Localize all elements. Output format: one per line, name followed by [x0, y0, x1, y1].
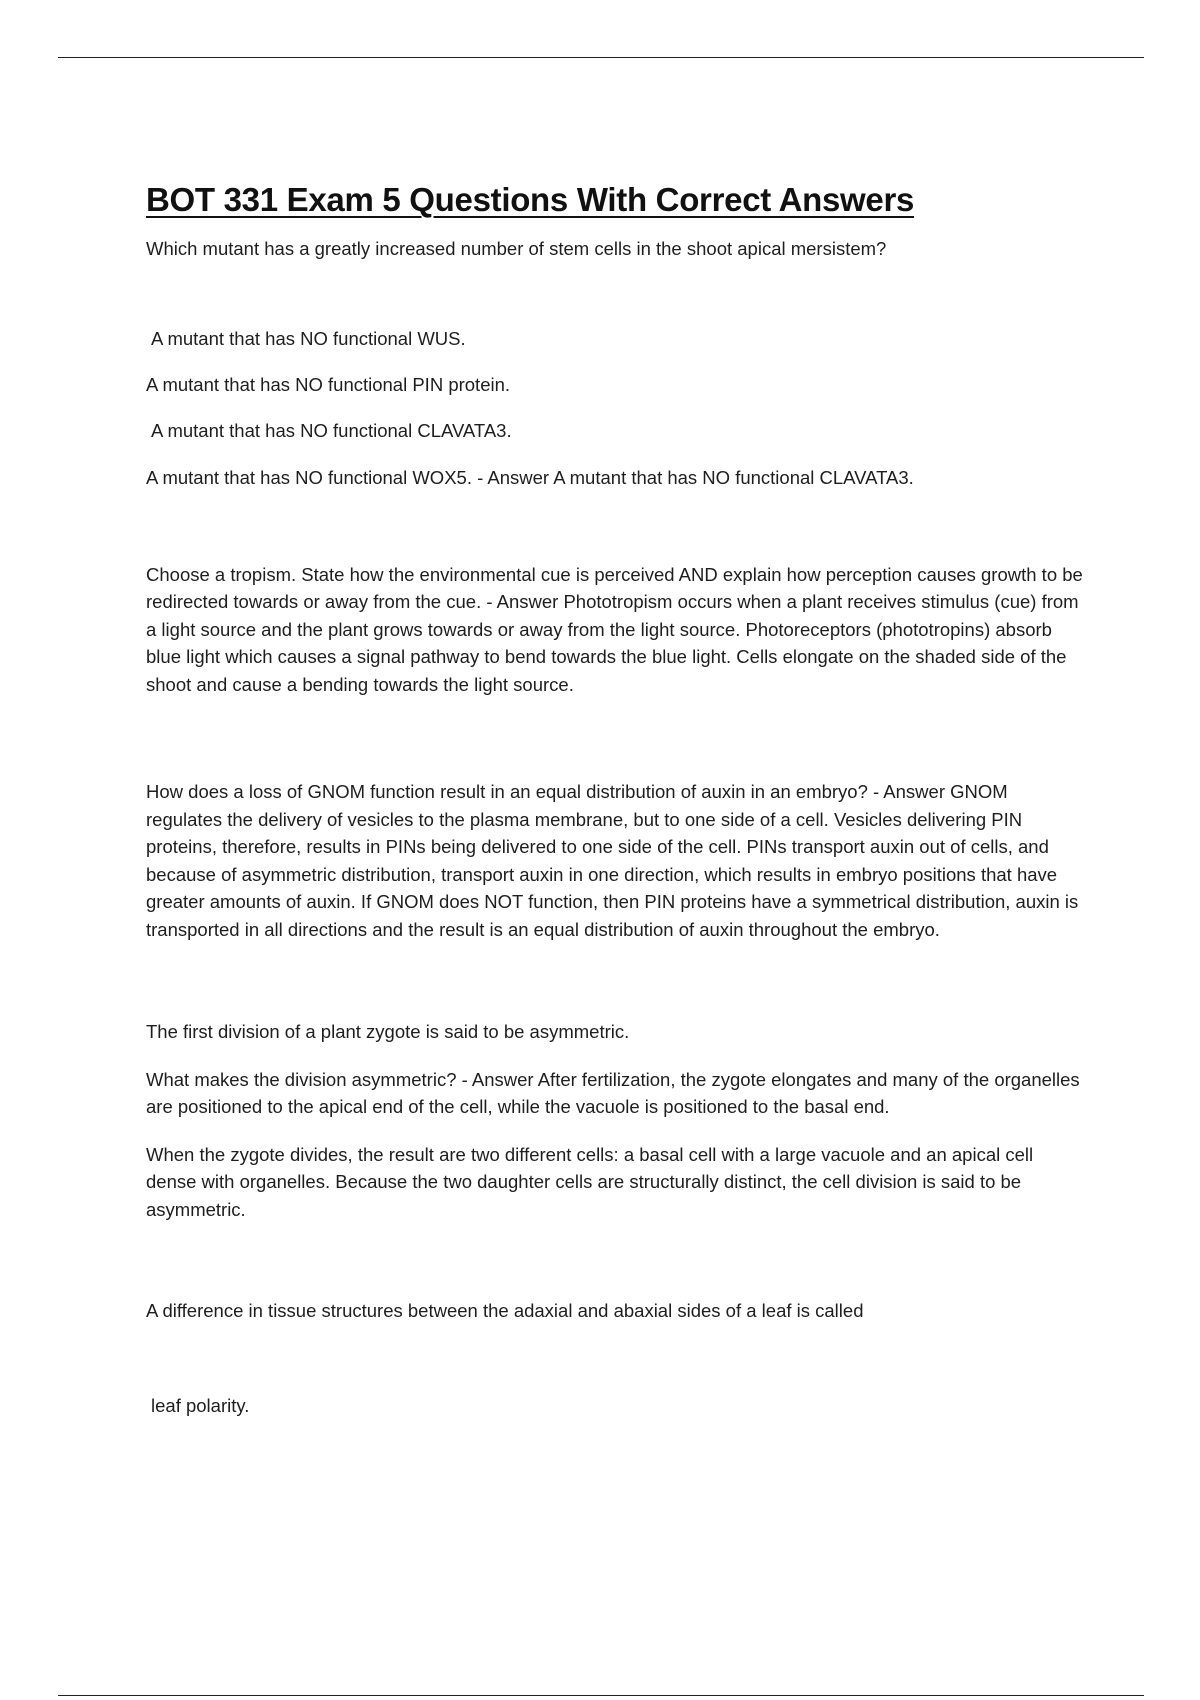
- question-1: Which mutant has a greatly increased number of stem cells in the shoot apical mersistem?: [146, 238, 887, 259]
- question-5-answer: leaf polarity.: [151, 1394, 250, 1416]
- question-5: A difference in tissue structures between the adaxial and abaxial sides of a leaf is called: [146, 1300, 864, 1321]
- document-body: [146, 177, 1086, 1419]
- document-title: BOT 331 Exam 5 Questions With Correct Answers: [146, 181, 915, 218]
- question-2: Choose a tropism. State how the environmental cue is perceived AND explain how perception causes growth to be redirected towards or away from the cue. - Answer Phototropism occurs when a plant receives stimulus (cue) from a light source and the plant grows towards or away from the light source. Photoreceptors (phototropins) absorb blue light which causes a signal pathway to bend towards the blue light. Cells elongate on the shaded side of the shoot and cause a bending towards the light source.: [146, 563, 1083, 695]
- question-3: How does a loss of GNOM function result in an equal distribution of auxin in an embryo? - Answer GNOM regulates the delivery of vesicles to the plasma membrane, but to one side of a cell. Vesicles delivering PIN proteins, therefore, results in PINs being delivered to one side of the cell. PINs transport auxin out of cells, and because of asymmetric distribution, transport auxin in one direction, which results in embryo positions that have greater amounts of auxin. If GNOM does NOT function, then PIN proteins have a symmetrical distribution, auxin is transported in all directions and the result is an equal distribution of auxin throughout the embryo.: [146, 781, 1079, 940]
- q1-option-2: A mutant that has NO functional PIN protein.: [146, 374, 511, 395]
- question-4-continuation: When the zygote divides, the result are two different cells: a basal cell with a large vacuole and an apical cell dense with organelles. Because the two daughter cells are structurally distinct, the cell division is said to be asymmetric.: [146, 1143, 1034, 1220]
- q1-option-1: A mutant that has NO functional WUS.: [151, 327, 466, 349]
- question-4-intro: The first division of a plant zygote is said to be asymmetric.: [146, 1021, 630, 1042]
- top-rule: [58, 57, 1144, 58]
- q1-option-3: A mutant that has NO functional CLAVATA3.: [151, 419, 512, 441]
- bottom-rule: [58, 1695, 1144, 1696]
- q1-option-4-with-answer: A mutant that has NO functional WOX5. - Answer A mutant that has NO functional CLAVATA3.: [146, 467, 914, 488]
- question-4: What makes the division asymmetric? - Answer After fertilization, the zygote elongates and many of the organelles are positioned to the apical end of the cell, while the vacuole is positioned to the basal end.: [146, 1068, 1080, 1117]
